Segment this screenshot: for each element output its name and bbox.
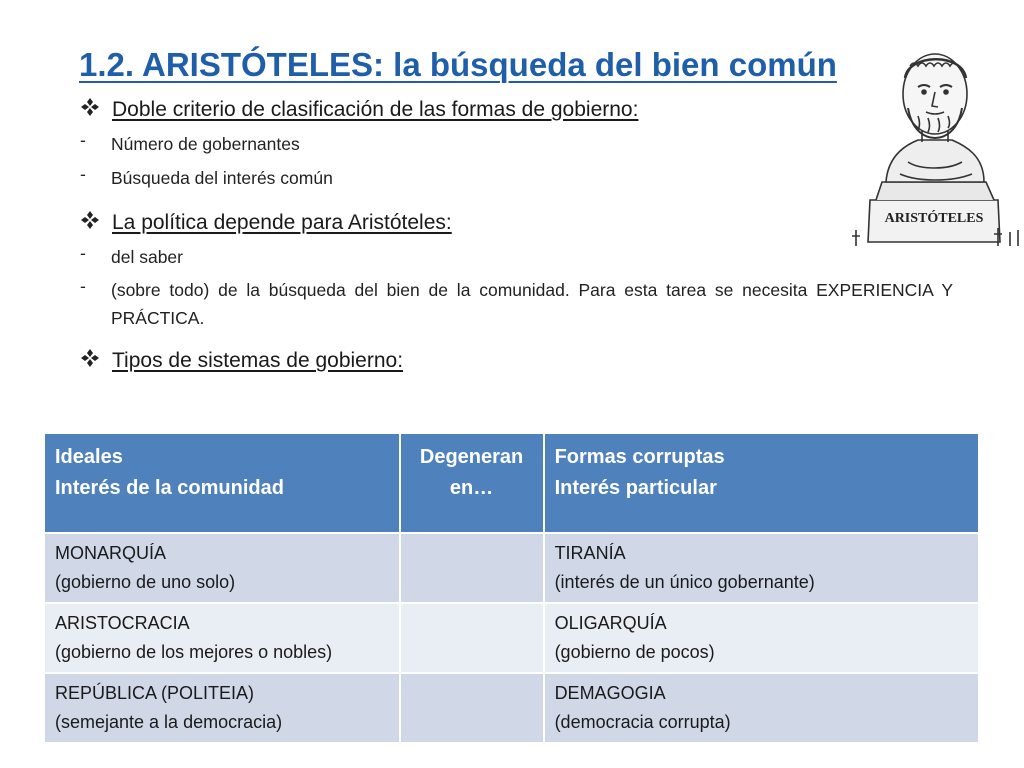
four-diamond-bullet-icon bbox=[80, 348, 104, 374]
list-item: - Número de gobernantes bbox=[80, 130, 953, 158]
header-ideales: Ideales Interés de la comunidad bbox=[44, 433, 400, 533]
section-heading-politics bbox=[80, 210, 452, 236]
empty-cell bbox=[400, 673, 544, 743]
table-row bbox=[44, 533, 979, 603]
section-heading-text: Doble criterio de clasificación de las formas de gobierno: bbox=[112, 98, 639, 121]
list-item: - del saber bbox=[80, 243, 953, 271]
list-item: - (sobre todo) de la búsqueda del bien de la comunidad. Para esta tarea se necesita EXPERIENCIA Y PRÁCTICA. bbox=[80, 276, 953, 332]
empty-cell bbox=[400, 603, 544, 673]
table-header-row bbox=[44, 433, 979, 533]
list-item-text: Búsqueda del interés común bbox=[111, 168, 333, 188]
table-row bbox=[44, 673, 979, 743]
corrupt-cell: DEMAGOGIA (democracia corrupta) bbox=[544, 673, 979, 743]
header-degeneran: Degeneran en… bbox=[400, 433, 544, 533]
section-heading-systems bbox=[80, 348, 403, 374]
section-heading-criteria bbox=[80, 97, 638, 123]
header-corruptas: Formas corruptas Interés particular bbox=[544, 433, 979, 533]
government-types-table bbox=[43, 432, 980, 744]
corrupt-cell: TIRANÍA (interés de un único gobernante) bbox=[544, 533, 979, 603]
statue-label: ARISTÓTELES bbox=[884, 211, 984, 226]
empty-cell bbox=[400, 533, 544, 603]
list-item: - Búsqueda del interés común bbox=[80, 164, 953, 192]
section-heading-text: La política depende para Aristóteles: bbox=[112, 211, 452, 234]
list-item-text: (sobre todo) de la búsqueda del bien de la comunidad. Para esta tarea se necesita EXPERIENCIA Y PRÁCTICA. bbox=[111, 280, 953, 328]
aristotle-bust-image bbox=[848, 32, 1024, 248]
ideal-cell: ARISTOCRACIA (gobierno de los mejores o nobles) bbox=[44, 603, 400, 673]
list-item-text: Número de gobernantes bbox=[111, 134, 300, 154]
four-diamond-bullet-icon bbox=[80, 210, 104, 236]
ideal-cell: MONARQUÍA (gobierno de uno solo) bbox=[44, 533, 400, 603]
corrupt-cell: OLIGARQUÍA (gobierno de pocos) bbox=[544, 603, 979, 673]
ideal-cell: REPÚBLICA (POLITEIA) (semejante a la democracia) bbox=[44, 673, 400, 743]
section-heading-text: Tipos de sistemas de gobierno: bbox=[112, 349, 404, 372]
slide-title: 1.2. ARISTÓTELES: la búsqueda del bien común bbox=[79, 46, 837, 83]
table-row bbox=[44, 603, 979, 673]
list-item-text: del saber bbox=[111, 247, 183, 267]
four-diamond-bullet-icon bbox=[80, 97, 104, 123]
